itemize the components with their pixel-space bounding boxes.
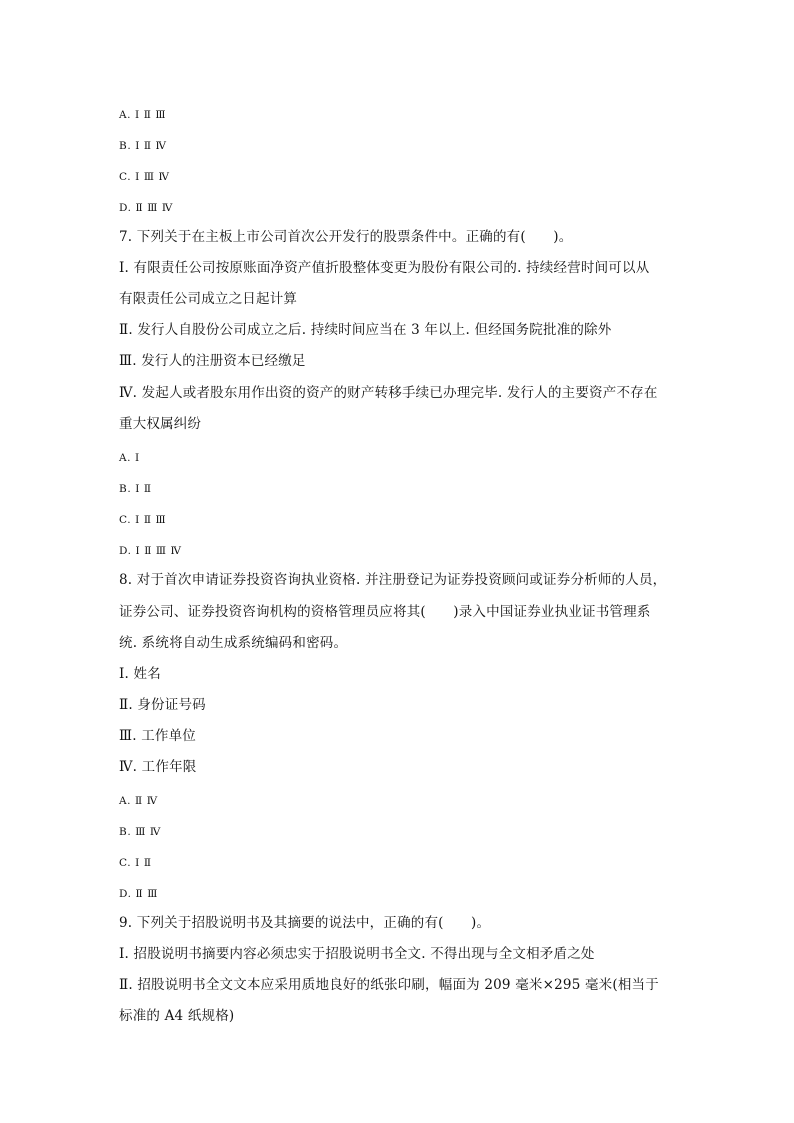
statement-line: 重大权属纠纷 bbox=[119, 416, 202, 432]
statement-line: Ⅱ. 发行人自股份公司成立之后. 持续时间应当在 3 年以上. 但经国务院批准的除外 bbox=[119, 322, 612, 338]
statement-line: Ⅱ. 身份证号码 bbox=[119, 697, 206, 713]
option-line: C. Ⅰ Ⅱ Ⅲ bbox=[119, 514, 167, 526]
question-7-stem: 7. 下列关于在主板上市公司首次公开发行的股票条件中。正确的有( )。 bbox=[119, 229, 573, 245]
option-line: A. Ⅰ bbox=[119, 452, 140, 464]
option-line: C. Ⅰ Ⅱ bbox=[119, 857, 152, 869]
question-9-stem: 9. 下列关于招股说明书及其摘要的说法中，正确的有( )。 bbox=[119, 915, 491, 931]
question-8-stem: 证券公司、证券投资咨询机构的资格管理员应将其( )录入中国证券业执业证书管理系 bbox=[119, 604, 651, 620]
statement-line: Ⅳ. 发起人或者股东用作出资的资产的财产转移手续已办理完毕. 发行人的主要资产不存在 bbox=[119, 385, 658, 401]
statement-line: 有限责任公司成立之日起计算 bbox=[119, 291, 298, 307]
option-line: B. Ⅰ Ⅱ bbox=[119, 483, 152, 495]
option-line: A. Ⅱ Ⅳ bbox=[119, 795, 158, 807]
option-line: A. Ⅰ Ⅱ Ⅲ bbox=[119, 109, 167, 121]
option-line: D. Ⅰ Ⅱ Ⅲ Ⅳ bbox=[119, 545, 182, 557]
option-line: B. Ⅰ Ⅱ Ⅳ bbox=[119, 140, 167, 152]
statement-line: Ⅱ. 招股说明书全文文本应采用质地良好的纸张印刷，幅面为 209 毫米×295 毫米(相当于 bbox=[119, 977, 659, 993]
statement-line: Ⅲ. 工作单位 bbox=[119, 728, 197, 744]
option-line: D. Ⅱ Ⅲ Ⅳ bbox=[119, 202, 173, 214]
statement-line: Ⅰ. 有限责任公司按原账面净资产值折股整体变更为股份有限公司的. 持续经营时间可以从 bbox=[119, 260, 650, 276]
option-line: B. Ⅲ Ⅳ bbox=[119, 826, 161, 838]
statement-line: Ⅰ. 姓名 bbox=[119, 666, 161, 682]
statement-line: Ⅲ. 发行人的注册资本已经缴足 bbox=[119, 353, 306, 369]
question-8-stem: 统. 系统将自动生成系统编码和密码。 bbox=[119, 635, 348, 651]
statement-line: Ⅳ. 工作年限 bbox=[119, 759, 197, 775]
option-line: D. Ⅱ Ⅲ bbox=[119, 888, 158, 900]
statement-line: Ⅰ. 招股说明书摘要内容必须忠实于招股说明书全文. 不得出现与全文相矛盾之处 bbox=[119, 946, 595, 962]
question-8-stem: 8. 对于首次申请证券投资咨询执业资格. 并注册登记为证券投资顾问或证券分析师的人员， bbox=[119, 572, 667, 588]
option-line: C. Ⅰ Ⅲ Ⅳ bbox=[119, 171, 170, 183]
statement-line: 标准的 A4 纸规格) bbox=[119, 1008, 235, 1024]
